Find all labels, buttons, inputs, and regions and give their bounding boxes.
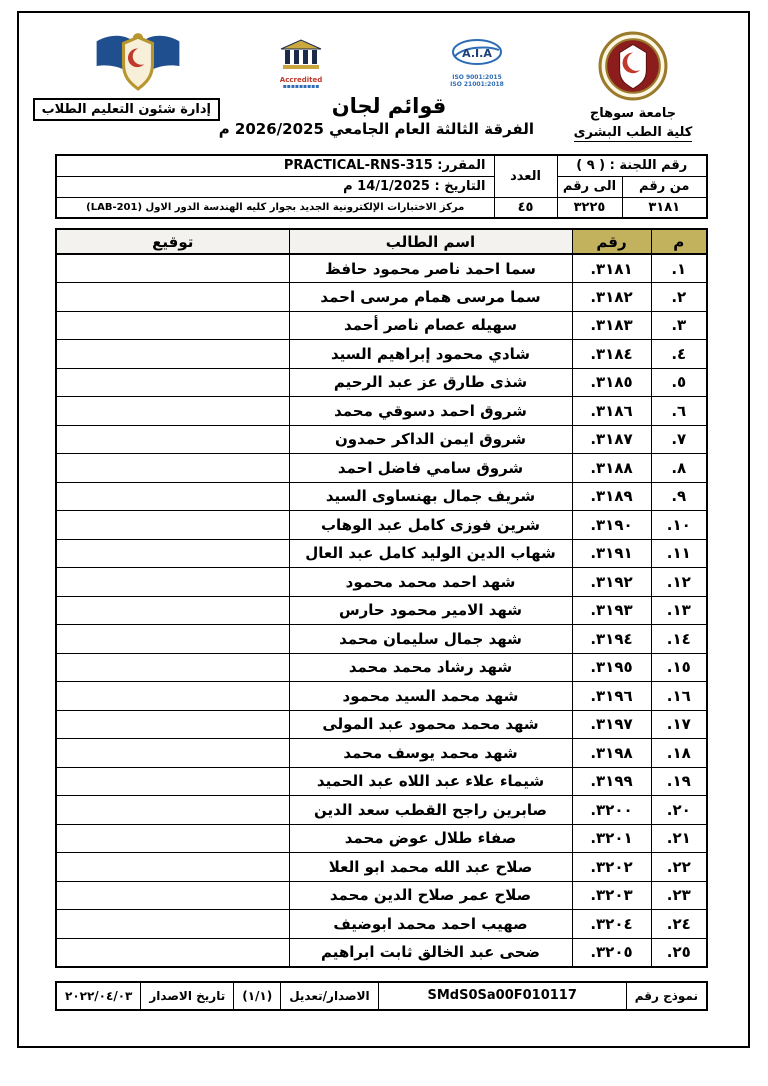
row-number: ٣١٩٠. — [572, 511, 651, 540]
eagle-emblem-icon — [86, 76, 190, 95]
student-rows — [56, 254, 707, 967]
row-number: ٣١٨١. — [572, 254, 651, 283]
row-seq: ٢٥. — [651, 938, 707, 967]
table-row — [56, 397, 707, 426]
row-signature-cell — [56, 796, 289, 825]
table-row — [56, 254, 707, 283]
row-signature-cell — [56, 938, 289, 967]
row-signature-cell — [56, 454, 289, 483]
table-row — [56, 682, 707, 711]
row-student-name: سهيله عصام ناصر أحمد — [289, 311, 572, 340]
form-number-label: نموذج رقم — [634, 988, 698, 1003]
row-student-name: سما مرسى همام مرسى احمد — [289, 283, 572, 312]
row-student-name: سما احمد ناصر محمود حافظ — [289, 254, 572, 283]
issue-date-label: تاريخ الاصدار — [141, 983, 234, 1009]
table-row — [56, 539, 707, 568]
row-signature-cell — [56, 368, 289, 397]
accreditation-logos — [244, 37, 534, 93]
university-name: جامعة سوهاج — [589, 106, 677, 121]
version-value: (١/١) — [234, 983, 281, 1009]
row-student-name: صفاء طلال عوض محمد — [289, 824, 572, 853]
table-row — [56, 340, 707, 369]
table-row — [56, 853, 707, 882]
table-row — [56, 625, 707, 654]
row-number: ٣١٨٢. — [572, 283, 651, 312]
row-number: ٣١٨٤. — [572, 340, 651, 369]
university-block — [558, 31, 708, 142]
table-row — [56, 881, 707, 910]
row-number: ٣١٩١. — [572, 539, 651, 568]
table-row — [56, 568, 707, 597]
row-signature-cell — [56, 254, 289, 283]
student-table-header-row — [56, 229, 707, 254]
accreditation-caption: Accredited — [279, 76, 323, 84]
form-number-value: SMdS0Sa00F010117 — [379, 983, 627, 1009]
row-signature-cell — [56, 340, 289, 369]
row-student-name: شروق احمد دسوقي محمد — [289, 397, 572, 426]
table-row — [56, 824, 707, 853]
row-number: ٣١٨٣. — [572, 311, 651, 340]
table-row — [56, 311, 707, 340]
row-signature-cell — [56, 397, 289, 426]
row-number: ٣٢٠٥. — [572, 938, 651, 967]
row-seq: ٤. — [651, 340, 707, 369]
row-seq: ٢٤. — [651, 910, 707, 939]
table-row — [56, 368, 707, 397]
row-seq: ٢٠. — [651, 796, 707, 825]
row-seq: ٢٣. — [651, 881, 707, 910]
exam-date: التاريخ : 14/1/2025 م — [56, 176, 494, 197]
table-row — [56, 796, 707, 825]
row-signature-cell — [56, 596, 289, 625]
from-number-label: من رقم — [622, 176, 707, 197]
row-number: ٣١٨٨. — [572, 454, 651, 483]
row-student-name: شذى طارق عز عبد الرحيم — [289, 368, 572, 397]
iso-line-2: ISO 21001:2018 — [450, 80, 504, 88]
row-seq: ١٠. — [651, 511, 707, 540]
table-row — [56, 511, 707, 540]
row-number: ٣١٩٦. — [572, 682, 651, 711]
table-row — [56, 454, 707, 483]
table-row — [56, 653, 707, 682]
row-student-name: شهد رشاد محمد محمد — [289, 653, 572, 682]
row-number: ٣١٨٩. — [572, 482, 651, 511]
row-student-name: شهد محمد السيد محمود — [289, 682, 572, 711]
faculty-name: كلية الطب البشرى — [573, 125, 693, 140]
table-row — [56, 482, 707, 511]
row-seq: ١٥. — [651, 653, 707, 682]
row-student-name: شهد احمد محمد محمود — [289, 568, 572, 597]
row-seq: ٢١. — [651, 824, 707, 853]
row-seq: ١٢. — [651, 568, 707, 597]
row-seq: ١٤. — [651, 625, 707, 654]
row-student-name: شهد جمال سليمان محمد — [289, 625, 572, 654]
row-student-name: صلاح عبد الله محمد ابو العلا — [289, 853, 572, 882]
row-signature-cell — [56, 625, 289, 654]
row-seq: ٦. — [651, 397, 707, 426]
row-number: ٣١٩٧. — [572, 710, 651, 739]
accreditation-building-logo-icon — [262, 37, 340, 93]
row-student-name: شادي محمود إبراهيم السيد — [289, 340, 572, 369]
page-content — [19, 13, 748, 1011]
row-number: ٣١٨٦. — [572, 397, 651, 426]
table-row — [56, 767, 707, 796]
exam-info-table — [55, 154, 708, 219]
row-seq: ١٦. — [651, 682, 707, 711]
row-seq: ٩. — [651, 482, 707, 511]
page-frame — [17, 11, 750, 1048]
course-name: المقرر: PRACTICAL-RNS-315 — [56, 155, 494, 176]
row-seq: ٣. — [651, 311, 707, 340]
row-seq: ٧. — [651, 425, 707, 454]
row-signature-cell — [56, 283, 289, 312]
iso-line-1: ISO 9001:2015 — [452, 74, 502, 81]
table-row — [56, 596, 707, 625]
issue-date-value: ٢٠٢٢/٠٤/٠٣ — [57, 983, 141, 1009]
row-student-name: شهد محمد محمود عبد المولى — [289, 710, 572, 739]
row-signature-cell — [56, 824, 289, 853]
table-row — [56, 710, 707, 739]
row-signature-cell — [56, 767, 289, 796]
row-signature-cell — [56, 311, 289, 340]
row-number: ٣٢٠٤. — [572, 910, 651, 939]
row-signature-cell — [56, 910, 289, 939]
document-footer — [55, 981, 708, 1011]
admin-block — [41, 31, 220, 121]
row-signature-cell — [56, 511, 289, 540]
row-number: ٣٢٠٢. — [572, 853, 651, 882]
row-signature-cell — [56, 425, 289, 454]
row-student-name: صابرين راجح القطب سعد الدين — [289, 796, 572, 825]
row-number: ٣٢٠٣. — [572, 881, 651, 910]
header-signature: توقيع — [56, 229, 289, 254]
row-student-name: صهيب احمد محمد ابوضيف — [289, 910, 572, 939]
version-label: الاصدار/تعديل — [281, 983, 378, 1009]
row-student-name: شرين فوزى كامل عبد الوهاب — [289, 511, 572, 540]
row-student-name: شهاب الدين الوليد كامل عبد العال — [289, 539, 572, 568]
row-seq: ٢. — [651, 283, 707, 312]
row-signature-cell — [56, 881, 289, 910]
row-seq: ١. — [651, 254, 707, 283]
aia-accreditation-logo-icon — [438, 37, 516, 93]
from-number-value: ٣١٨١ — [622, 197, 707, 218]
document-header — [41, 31, 708, 149]
exam-location: مركز الاختبارات الإلكترونية الجديد بجوار كليه الهندسة الدور الاول (LAB-201) — [56, 197, 494, 218]
row-signature-cell — [56, 710, 289, 739]
row-seq: ١٧. — [651, 710, 707, 739]
row-student-name: ضحى عبد الخالق ثابت ابراهيم — [289, 938, 572, 967]
committee-number: رقم اللجنة : ( ٩ ) — [557, 155, 707, 176]
row-seq: ٥. — [651, 368, 707, 397]
header-seq: م — [651, 229, 707, 254]
row-signature-cell — [56, 568, 289, 597]
row-student-name: شيماء علاء عبد اللاه عبد الحميد — [289, 767, 572, 796]
row-seq: ١٨. — [651, 739, 707, 768]
row-number: ٣٢٠١. — [572, 824, 651, 853]
row-number: ٣٢٠٠. — [572, 796, 651, 825]
row-seq: ١١. — [651, 539, 707, 568]
admin-label: إدارة شئون التعليم الطلاب — [33, 98, 220, 121]
svg-text:A.I.A: A.I.A — [462, 47, 492, 60]
row-seq: ١٣. — [651, 596, 707, 625]
row-number: ٣١٩٢. — [572, 568, 651, 597]
page-title: قوائم لجان — [331, 94, 447, 118]
row-number: ٣١٩٨. — [572, 739, 651, 768]
count-label: العدد — [494, 155, 557, 197]
row-student-name: شهد محمد يوسف محمد — [289, 739, 572, 768]
row-number: ٣١٩٤. — [572, 625, 651, 654]
row-student-name: صلاح عمر صلاح الدين محمد — [289, 881, 572, 910]
row-student-name: شهد الامير محمود حارس — [289, 596, 572, 625]
row-student-name: شروق سامي فاضل احمد — [289, 454, 572, 483]
row-seq: ٢٢. — [651, 853, 707, 882]
count-value: ٤٥ — [494, 197, 557, 218]
header-number: رقم — [572, 229, 651, 254]
table-row — [56, 283, 707, 312]
table-row — [56, 739, 707, 768]
row-number: ٣١٩٩. — [572, 767, 651, 796]
row-seq: ٨. — [651, 454, 707, 483]
row-number: ٣١٩٣. — [572, 596, 651, 625]
table-row — [56, 910, 707, 939]
row-number: ٣١٨٧. — [572, 425, 651, 454]
row-student-name: شروق ايمن الداكر حمدون — [289, 425, 572, 454]
row-signature-cell — [56, 853, 289, 882]
table-row — [56, 425, 707, 454]
row-signature-cell — [56, 539, 289, 568]
to-number-value: ٣٢٢٥ — [557, 197, 622, 218]
row-number: ٣١٨٥. — [572, 368, 651, 397]
student-table — [55, 228, 708, 968]
to-number-label: الى رقم — [557, 176, 622, 197]
row-number: ٣١٩٥. — [572, 653, 651, 682]
row-signature-cell — [56, 653, 289, 682]
row-signature-cell — [56, 682, 289, 711]
row-signature-cell — [56, 482, 289, 511]
row-student-name: شريف جمال بهنساوى السيد — [289, 482, 572, 511]
page-subtitle: الفرقة الثالثة العام الجامعي 2026/2025 م — [218, 120, 534, 138]
row-seq: ١٩. — [651, 767, 707, 796]
title-block — [218, 31, 534, 138]
sohag-university-logo-icon — [598, 86, 668, 105]
table-row — [56, 938, 707, 967]
header-student-name: اسم الطالب — [289, 229, 572, 254]
accreditation-fineprint: ▪▪▪▪▪▪▪▪▪ — [282, 83, 320, 90]
row-signature-cell — [56, 739, 289, 768]
